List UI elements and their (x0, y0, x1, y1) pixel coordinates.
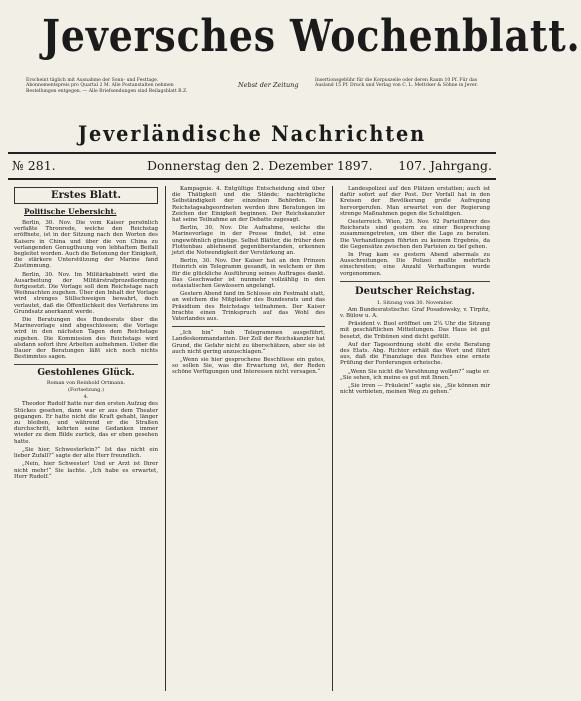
rule-bottom (8, 178, 496, 180)
divider (172, 326, 325, 327)
divider (340, 281, 490, 282)
article-paragraph: Oesterreich. Wien, 29. Nov. 92 Parteiführer des Reichsrats sind gestern zu einer Besprechung zusammengetreten, um über die Lage zu beraten. Die Verhandlungen führten zu keinem Ergebnis, da die Gegensätze zwischen den Parteien zu tief gehen. (340, 219, 490, 250)
issue-date: Donnerstag den 2. Dezember 1897. (147, 158, 373, 173)
rule-top (8, 152, 496, 154)
article-paragraph: Landespolizei auf den Plätzen erstatten; auch ist dafür sofort auf der Post. Der Vorfall hat in den Kreisen der Bevölkerung große Aufregung hervorgerufen. Man erwartet von der Regierung strenge Maßnahmen gegen die Schuldigen. (340, 186, 490, 217)
article-paragraph: Berlin, 30. Nov. Der Kaiser hat an den Prinzen Heinrich ein Telegramm gesandt, in welchem er ihm für die glückliche Ausführung seines Auftrages dankt. Das Geschwader ist nunmehr vollzählig in den ostasiatischen Gewässern angelangt. (172, 258, 325, 290)
feuilleton-continued: (Fortsetzung.) (68, 387, 104, 394)
issue-number: № 281. (12, 158, 56, 173)
article-paragraph: Gestern Abend fand im Schlosse ein Festmahl statt, an welchem die Mitglieder des Bundesrats und das Präsidium des Reichstags teilnahmen. Der Kaiser brachte einen Trinkspruch auf das Wohl des Vaterlandes aus. (172, 291, 325, 323)
feuilleton-title: Gestohlenes Glück. (37, 368, 135, 379)
newspaper-title: Jeversches Wochenblatt. (42, 11, 581, 62)
feuilleton-paragraph: „Sie hier, Schwesterlein?“ Ist das nicht ein lieber Zufall?“ sagte der alte Herr freundlich. (14, 446, 158, 460)
article-paragraph: Auf der Tagesordnung steht die erste Beratung des Etats. Abg. Richter erhält das Wort und führt aus, daß die Finanzlage des Reiches eine ernste Prüfung der Forderungen erheische. (340, 341, 490, 367)
reichstag-session: 1. Sitzung vom 30. November. (376, 299, 454, 306)
feuilleton-author: Roman von Reinhold Ortmann. (46, 380, 126, 387)
dateline (12, 158, 492, 174)
feuilleton-chapter: 4. (83, 394, 89, 401)
column-3 (340, 186, 490, 691)
article-paragraph: Die Beratungen des Bundesrats über die Marinevorlage sind abgeschlossen; die Vorlage wird in den nächsten Tagen dem Reichstage zugehen. Die Kommission des Reichstags wird alsdann sofort ihre Arbeiten aufnehmen. Ueber die Dauer der Beratungen läßt sich noch nichts Bestimmtes sagen. (14, 317, 158, 361)
feuilleton-paragraph: Theodor Rudolf hatte nur den ersten Aufzug des Stückes gesehen, dann war er aus dem Theater gegangen. Er hatte nicht die Kraft gehabt, länger zu bleiben, und während er die Straßen durchschritt, kehrten seine Gedanken immer wieder zu dem Bilde zurück, das er eben gesehen hatte. (14, 401, 158, 445)
article-paragraph: „Sie irren — Fräulein!“ sagte sie, „Sie können mir nicht verbieten, meinen Weg zu gehen.“ (340, 383, 490, 396)
advert-note: Insertionsgebühr für die Korpuszeile oder deren Raum 10 Pf. Für das Ausland 15 Pf. Druck und Verlag von C. L. Mettcker & Söhne in Jever. (315, 78, 478, 89)
article-paragraph: In Prag kam es gestern Abend abermals zu Ausschreitungen. Die Polizei mußte mehrfach einschreiten; eine Anzahl Verhaftungen wurde vorgenommen. (340, 252, 490, 277)
subscription-note: Erscheint täglich mit Ausnahme der Sonn- und Festtage. Abonnementspreis pro Quartal 2 M. Alle Postanstalten nehmen Bestellungen entgegen. — Alle Briefsendungen sind Beilagsblatt B.Z. (26, 78, 188, 94)
article-paragraph: „Ich bin“ hub Telegrammen ausgeführt, Landeskommandanten. Der Zoll der Reichskanzler hat Grund, die Gefahr nicht zu überschätzen, aber sie ist auch nicht gering anzuschlagen.“ (172, 330, 325, 355)
article-paragraph: Berlin, 30. Nov. Im Militärkabinett wird die Ausarbeitung der Militärstrafprozeßordnung fortgesetzt. Die Vorlage soll dem Reichstage nach Weihnachten zugehen. Über den Inhalt der Vorlage wird strenges Stillschweigen bewahrt, doch verlautet, daß die Öffentlichkeit des Verfahrens im Grundsatz anerkannt werde. (14, 271, 158, 315)
article-paragraph: Berlin, 30. Nov. Die Aufnahme, welche die Marinevorlage in der Presse findet, ist eine ungewöhnlich günstige. Selbst Blätter, die früher dem Flottenbau ablehnend gegenüberstanden, erkennen jetzt die Notwendigkeit der Verstärkung an. (172, 225, 325, 257)
divider (14, 364, 158, 365)
masthead (8, 6, 581, 68)
article-paragraph: Am Bundesratstische: Graf Posadowsky, v. Tirpitz, v. Bülow u. A. (340, 306, 490, 320)
section-heading: Erstes Blatt. (14, 187, 158, 204)
article-paragraph: „Wenn Sie nicht die Versöhnung wollen?“ sagte er. „Sie sehen, ich meine es gut mit Ihnen.“ (340, 368, 490, 381)
column-divider (332, 186, 333, 691)
article-paragraph: Kampagnie. 4. Entgültige Entscheidung sind über die Thätigkeit und die Stände; nachträgliche Selbständigkeit der einzelnen Behörden. Die Reichstagsabgeordneten werden ihre Beratungen im Zeichen der Einigkeit beginnen. Der Reichskanzler hat seine Teilnahme an der Debatte zugesagt. (172, 186, 325, 224)
supplement-note: Nebst der Zeitung (238, 81, 299, 89)
article-paragraph: Präsident v. Buol eröffnet um 2¼ Uhr die Sitzung mit geschäftlichen Mitteilungen. Das Haus ist gut besetzt, die Tribünen sind dicht gefüllt. (340, 321, 490, 340)
masthead-subrow (8, 78, 496, 92)
column-2 (172, 186, 325, 691)
feuilleton-paragraph: „Nein, hier Schwester! Und er Arzt ist Ihrer nicht mehr!“ Sie lachte. „Ich habe es erwartet, Herr Rudolf.“ (14, 461, 158, 480)
column-divider (165, 186, 166, 691)
reichstag-heading: Deutscher Reichstag. (354, 285, 476, 297)
volume: 107. Jahrgang. (398, 158, 492, 173)
column-1 (14, 186, 158, 691)
article-paragraph: Berlin, 30. Nov. Die vom Kaiser persönlich verfaßte Thronrede, welche den Reichstag eröffnete, ist in der Sitzung nach den Worten des Kaisers in China und über die von China zu verlangenden Genugthuung von lebhaftem Beifall begleitet worden. Auch die Betonung der Einigkeit, die stärkere Unterstützung der Marine fand Zustimmung. (14, 220, 158, 270)
article-paragraph: „Wenn sie hier gesprochene Beschlüsse ein gutes, so sollen Sie, was die Erwartung ist, der Reden schöne Verfügungen und Interessen nicht versagen.“ (172, 357, 325, 376)
newspaper-subtitle: Jeverländische Nachrichten (77, 121, 427, 146)
section-subheading: Politische Uebersicht. (24, 207, 117, 216)
